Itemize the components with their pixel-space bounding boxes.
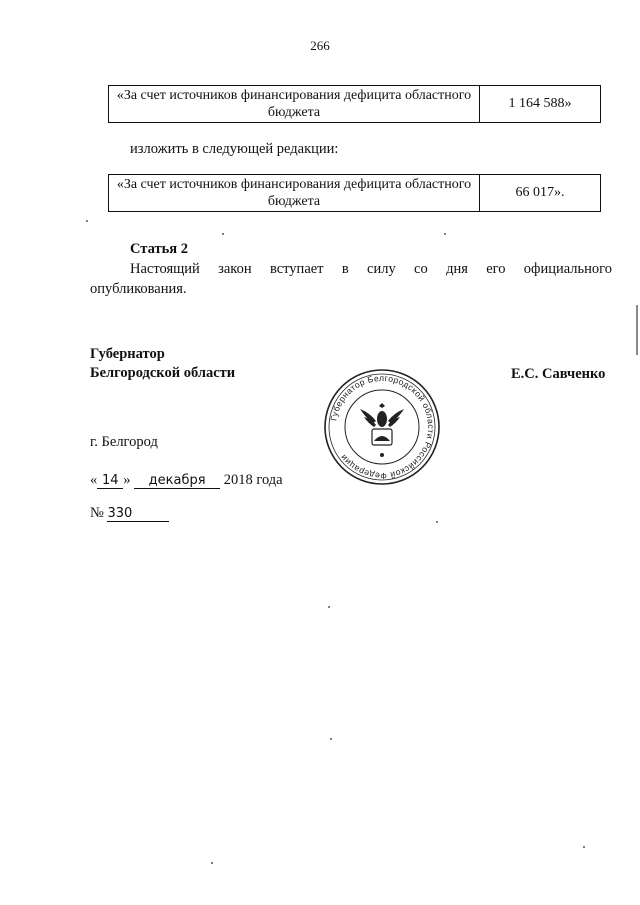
amount-table-new xyxy=(108,174,601,212)
date-line xyxy=(90,472,283,489)
page-number: 266 xyxy=(310,38,330,53)
city: г. Белгород xyxy=(90,434,158,450)
amount-table-old xyxy=(108,85,601,123)
scan-speck xyxy=(211,862,213,864)
article-text-line1: Настоящий закон вступает в силу со дня его официального xyxy=(130,261,612,277)
table-new-description: «За счет источников финансирования дефицита областного бюджета xyxy=(109,175,480,212)
date-month: декабря xyxy=(134,473,220,489)
scan-speck xyxy=(86,220,88,222)
scan-speck xyxy=(222,233,224,235)
seal-text: Губернатор Белгородской области Российской Федерации xyxy=(328,372,437,482)
scan-speck xyxy=(436,521,438,523)
article-heading: Статья 2 xyxy=(130,241,188,257)
eagle-emblem-icon xyxy=(360,403,404,457)
number-prefix: № xyxy=(90,505,104,521)
table-old-value: 1 164 588» xyxy=(480,86,601,123)
article-text-line2: опубликования. xyxy=(90,281,187,297)
scan-speck xyxy=(330,738,332,740)
scan-edge-mark xyxy=(636,305,638,355)
scan-speck xyxy=(583,846,585,848)
governor-title-line1: Губернатор xyxy=(90,346,165,362)
table-old-description: «За счет источников финансирования дефицита областного бюджета xyxy=(109,86,480,123)
date-day: 14 xyxy=(97,473,123,489)
date-open-quote: « xyxy=(90,472,98,488)
edit-instruction: изложить в следующей редакции: xyxy=(130,141,339,157)
date-year: 2018 года xyxy=(223,472,283,488)
scan-speck xyxy=(328,606,330,608)
number-value: 330 xyxy=(107,506,169,522)
governor-title-line2: Белгородской области xyxy=(90,365,236,381)
scan-speck xyxy=(444,233,446,235)
table-new-value: 66 017». xyxy=(480,175,601,212)
document-number xyxy=(90,505,169,522)
date-close-quote: » xyxy=(123,472,131,488)
governor-name: Е.С. Савченко xyxy=(511,366,606,382)
official-seal-icon xyxy=(322,367,442,487)
